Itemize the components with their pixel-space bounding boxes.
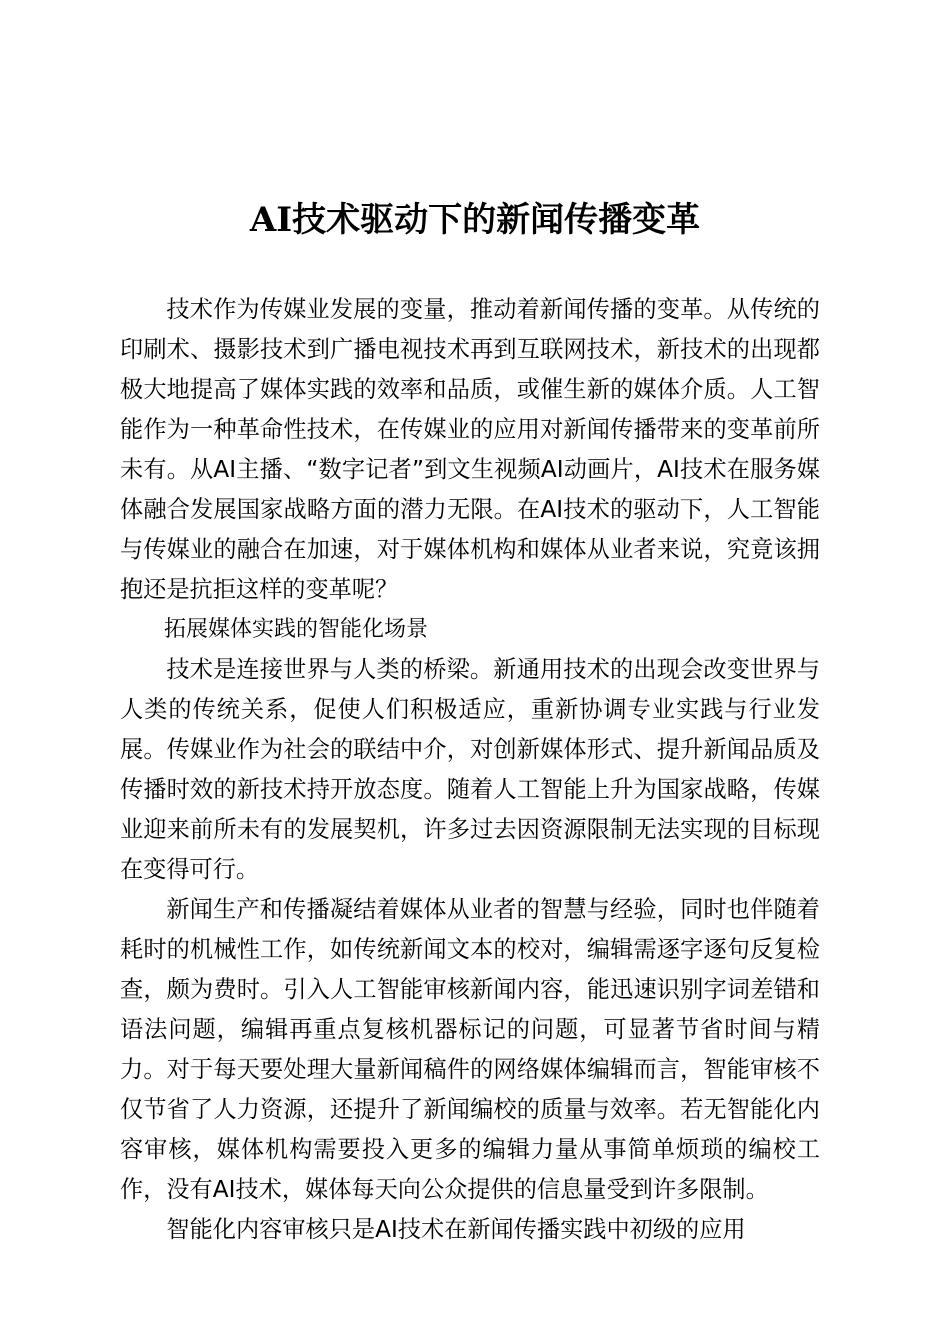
paragraph-technology-bridge: 技术是连接世界与人类的桥梁。新通用技术的出现会改变世界与人类的传统关系，促使人们积极适应，重新协调专业实践与行业发展。传媒业作为社会的联结中介，对创新媒体形式、提升新闻品质及传播时效的新技术持开放态度。随着人工智能上升为国家战略，传媒业迎来前所未有的发展契机，许多过去因资源限制无法实现的目标现在变得可行。 [120,656,820,883]
document-body [120,290,820,1250]
document-title: AI技术驱动下的新闻传播变革 [249,200,701,240]
paragraph-intro: 技术作为传媒业发展的变量，推动着新闻传播的变革。从传统的印刷术、摄影技术到广播电视技术再到互联网技术，新技术的出现都极大地提高了媒体实践的效率和品质，或催生新的媒体介质。人工智能作为一种革命性技术，在传媒业的应用对新闻传播带来的变革前所未有。从AI主播、“数字记者”到文生视频AI动画片，AI技术在服务媒体融合发展国家战略方面的潜力无限。在AI技术的驱动下，人工智能与传媒业的融合在加速，对于媒体机构和媒体从业者来说，究竟该拥抱还是抗拒这样的变革呢？ [120,296,820,603]
paragraph-news-production: 新闻生产和传播凝结着媒体从业者的智慧与经验，同时也伴随着耗时的机械性工作，如传统新闻文本的校对，编辑需逐字逐句反复检查，颇为费时。引入人工智能审核新闻内容，能迅速识别字词差错和语法问题，编辑再重点复核机器标记的问题，可显著节省时间与精力。对于每天要处理大量新闻稿件的网络媒体编辑而言，智能审核不仅节省了人力资源，还提升了新闻编校的质量与效率。若无智能化内容审核，媒体机构需要投入更多的编辑力量从事简单烦琐的编校工作，没有AI技术，媒体每天向公众提供的信息量受到许多限制。 [120,896,820,1203]
section-heading: 拓展媒体实践的智能化场景 [164,617,429,642]
paragraph-content-review: 智能化内容审核只是AI技术在新闻传播实践中初级的应用 [166,1216,746,1243]
